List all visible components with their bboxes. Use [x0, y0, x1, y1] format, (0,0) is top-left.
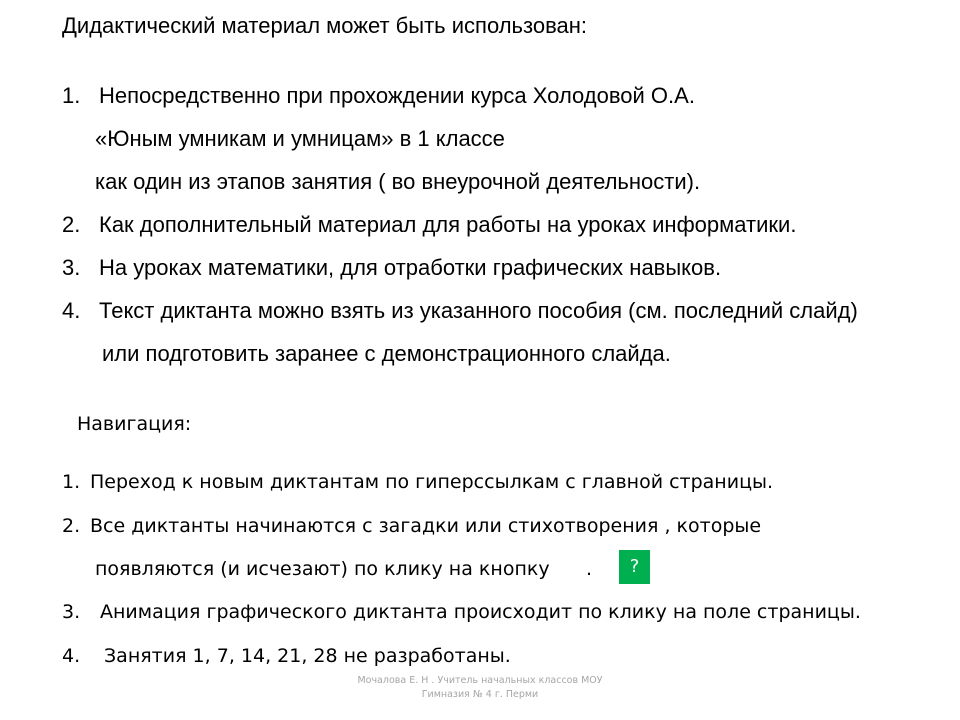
nav-item-1-text: Переход к новым диктантам по гиперссылкам с главной страницы.: [90, 471, 774, 493]
usage-item-1-line-1: Непосредственно при прохождении курса Холодовой О.А.: [99, 83, 695, 108]
navigation-heading: Навигация:: [77, 413, 192, 435]
usage-item-4-number: 4.: [62, 298, 81, 323]
page-title: Дидактический материал может быть использован:: [62, 13, 588, 38]
nav-item-3-number: 3.: [62, 601, 81, 623]
nav-item-2-line-2: появляются (и исчезают) по клику на кнопку: [95, 558, 550, 580]
usage-item-2-number: 2.: [62, 212, 81, 237]
usage-item-3-text: На уроках математики, для отработки графических навыков.: [99, 255, 722, 280]
nav-item-2-number: 2.: [62, 515, 81, 537]
footer-line-1: Мочалова Е. Н . Учитель начальных классов МОУ: [357, 675, 603, 686]
nav-item-1-number: 1.: [62, 471, 81, 493]
usage-item-2-text: Как дополнительный материал для работы на уроках информатики.: [99, 212, 797, 237]
nav-item-3-text: Анимация графического диктанта происходит по клику на поле страницы.: [100, 601, 861, 623]
usage-item-1-line-3: как один из этапов занятия ( во внеурочной деятельности).: [95, 169, 701, 194]
usage-item-3-number: 3.: [62, 255, 81, 280]
nav-item-4-number: 4.: [62, 645, 81, 667]
nav-item-4-text: Занятия 1, 7, 14, 21, 28 не разработаны.: [104, 645, 511, 667]
nav-item-2-line-1: Все диктанты начинаются с загадки или стихотворения , которые: [90, 515, 762, 537]
usage-item-4-line-1: Текст диктанта можно взять из указанного пособия (см. последний слайд): [99, 298, 858, 323]
nav-item-2-period: .: [586, 558, 593, 580]
usage-item-1-line-2: «Юным умникам и умницам» в 1 классе: [95, 126, 505, 151]
footer-line-2: Гимназия № 4 г. Перми: [421, 689, 539, 700]
usage-item-4-line-2: или подготовить заранее с демонстрационного слайда.: [102, 341, 671, 366]
help-button[interactable]: ?: [619, 550, 650, 584]
usage-item-1-number: 1.: [62, 83, 81, 108]
